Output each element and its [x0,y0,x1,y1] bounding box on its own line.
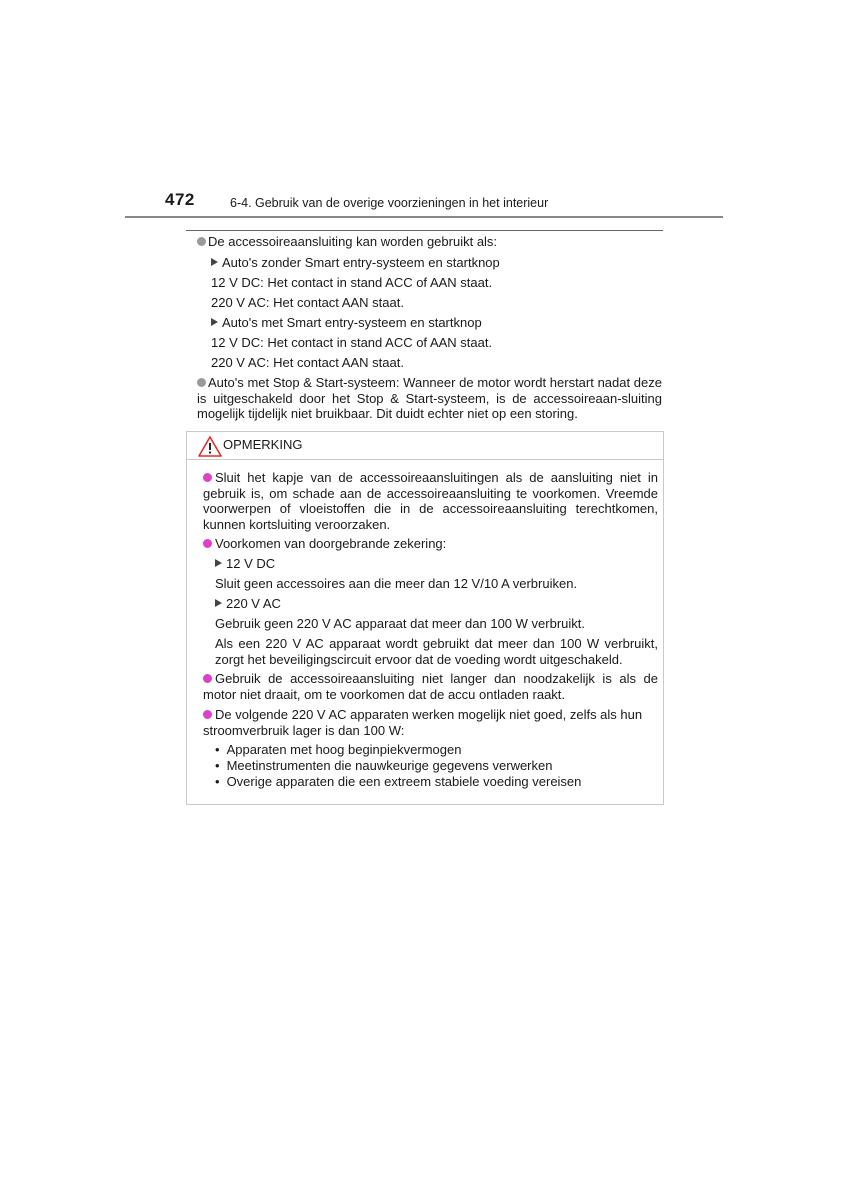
paragraph: Als een 220 V AC apparaat wordt gebruikt dat meer dan 100 W verbruikt, zorgt het beveiligingscircuit ervoor dat de voeding wordt uitgeschakeld. [215,636,658,667]
bullet-dot [203,539,212,548]
paragraph: 12 V DC: Het contact in stand ACC of AAN staat. [211,275,493,290]
list-dot: • [215,742,220,757]
list-item: • Apparaten met hoog beginpiekvermogen [215,742,462,757]
list-dot: • [215,774,220,789]
notice-item: Sluit het kapje van de accessoireaansluitingen als de aansluiting niet in gebruik is, om schade aan de accessoireaansluiting te voorkomen. Vreemde voorwerpen of vloeistoffen die in de accessoireaansluiting terechtkomen, kunnen kortsluiting veroorzaken. [203,470,658,532]
warning-icon [198,436,222,457]
sub-heading: Auto's zonder Smart entry-systeem en startknop [211,255,500,271]
notice-title: OPMERKING [223,437,303,452]
section-title: 6-4. Gebruik van de overige voorzieningen in het interieur [230,196,549,210]
bullet-dot [203,674,212,683]
list-item: • Overige apparaten die een extreem stabiele voeding vereisen [215,774,582,789]
notice-item: Gebruik de accessoireaansluiting niet langer dan noodzakelijk is als de motor niet draait, om te voorkomen dat de accu ontladen raakt. [203,671,658,702]
arrow-icon [215,559,222,567]
sub-heading: Auto's met Smart entry-systeem en startknop [211,315,482,331]
bullet-dot [203,710,212,719]
paragraph: Gebruik geen 220 V AC apparaat dat meer dan 100 W verbruikt. [215,616,585,631]
paragraph: 220 V AC: Het contact AAN staat. [211,355,404,370]
notice-item: Voorkomen van doorgebrande zekering: [203,536,446,552]
bullet-item: De accessoireaansluiting kan worden gebruikt als: [197,234,497,250]
list-item: • Meetinstrumenten die nauwkeurige gegevens verwerken [215,758,553,773]
bullet-dot [197,237,206,246]
arrow-icon [215,599,222,607]
list-dot: • [215,758,220,773]
bullet-dot [203,473,212,482]
main-content [186,230,663,422]
bullet-dot [197,378,206,387]
header-rule [125,216,723,218]
arrow-icon [211,258,218,266]
page-number: 472 [165,190,195,209]
sub-heading: 220 V AC [215,596,281,612]
paragraph: 12 V DC: Het contact in stand ACC of AAN staat. [211,335,493,350]
notice-item: De volgende 220 V AC apparaten werken mogelijk niet goed, zelfs als hun stroomverbruik lager is dan 100 W: [203,707,643,738]
bullet-item: Auto's met Stop & Start-systeem: Wanneer de motor wordt herstart nadat deze is uitgeschakeld door het Stop & Start-systeem, is de accessoireaan-sluiting mogelijk tijdelijk niet bruikbaar. Dit duidt echter niet op een storing. [197,375,662,422]
sub-heading: 12 V DC [215,556,275,572]
arrow-icon [211,318,218,326]
notice-header [187,432,663,460]
paragraph: 220 V AC: Het contact AAN staat. [211,295,404,310]
notice-box [186,431,664,805]
paragraph: Sluit geen accessoires aan die meer dan 12 V/10 A verbruiken. [215,576,578,591]
